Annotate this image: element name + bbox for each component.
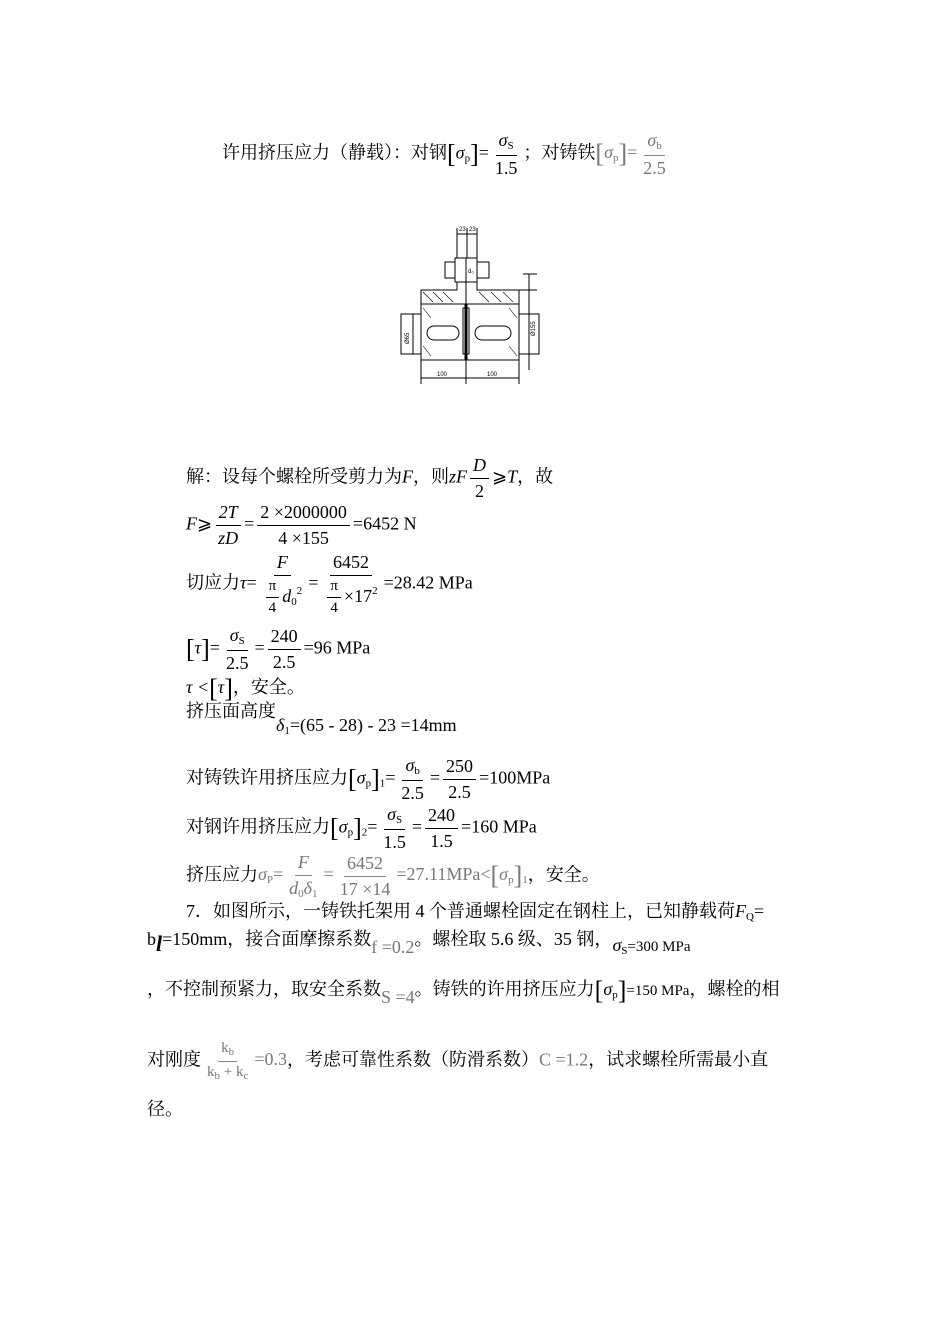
steel-allowable: 对钢许用挤压应力$[\sigma_p]_2=$ $\frac{\sigma_S}{1.5}$ = $\frac{240}{1.5}$ =160 MPa bbox=[186, 804, 537, 852]
shear-check: τ <[τ]，安全。 bbox=[186, 674, 305, 703]
problem7-line3: ，不控制预紧力，取安全系数S =4。铸铁的许用挤压应力$[\sigma_p]=150$ MPa，螺栓的相 bbox=[147, 976, 780, 1007]
dim-top-a: 23 bbox=[459, 227, 466, 233]
problem7-line4: 对刚度 $\frac{k_b}{k_b + k_c}$ =0.3，考虑可靠性系数（防滑系数）C =1.2，试求螺栓所需最小直 bbox=[147, 1040, 769, 1082]
solution-intro: 解：设每个螺栓所受剪力为F，则zF $\frac{D}{2}$ ⩾T，故 bbox=[186, 455, 554, 501]
dim-top-b: 23 bbox=[469, 227, 476, 233]
dim-bottom-a: 100 bbox=[437, 372, 448, 378]
problem7-line1: 7．如图所示，一铸铁托架用 4 个普通螺栓固定在钢柱上，已知静载荷$F_Q=$ bbox=[186, 901, 765, 923]
shear-stress-equation: 切应力τ= F $\frac{\pi}{4}$ $d_0^2$ = 6452 $\frac{\pi}{4}$ $\times 17^2$ =28.42 MPa bbox=[186, 552, 473, 616]
force-equation: F⩾ $\frac{2T}{zD}$ = $\frac{2 \times 2000000}{4 \times 155}$ =6452 N bbox=[186, 502, 417, 548]
problem7-line5: 径。 bbox=[147, 1099, 183, 1119]
dim-left: Ø65 bbox=[405, 332, 411, 344]
bearing-height: 挤压面高度$\delta_1=(65 - 28) - 23 =14mm$ bbox=[186, 701, 457, 737]
cast-iron-allowable: 对铸铁许用挤压应力$[\sigma_p]_1=$ $\frac{\sigma_b}{2.5}$ = $\frac{250}{2.5}$ =100MPa bbox=[186, 755, 551, 803]
flange-coupling-figure bbox=[397, 218, 549, 392]
allowable-bearing-stress-line: 许用挤压应力（静载）：对钢$[\sigma_p]=$ $\frac{\sigma_S}{1.5}$ ；对铸铁$[\sigma_p]=$ $\frac{\sigma_b}{2.5}$ bbox=[222, 130, 672, 178]
bearing-stress-check: 挤压应力$\sigma_P=$ $\frac{F}{d_0\delta_1}$ = $\frac{6452}{17 \times 14}$ $=27.11MPa<[\sigma_p]_1$，安全。 bbox=[186, 852, 600, 900]
allowable-shear-equation: [τ]= $\frac{\sigma_S}{2.5}$ = $\frac{240}{2.5}$ =96 MPa bbox=[186, 625, 371, 673]
dim-d0: d₀ bbox=[468, 269, 474, 275]
dim-bottom-b: 100 bbox=[487, 372, 498, 378]
cast-iron-fraction: $\frac{\sigma_b}{2.5}$ bbox=[643, 130, 666, 178]
steel-fraction: $\frac{\sigma_S}{1.5}$ bbox=[494, 130, 518, 178]
dim-right: Ø155 bbox=[531, 321, 537, 336]
problem7-line2: bl=150mm，接合面摩擦系数f =0.2。螺栓取 5.6 级、35 钢，$\sigma_S=300$ MPa bbox=[147, 929, 691, 957]
